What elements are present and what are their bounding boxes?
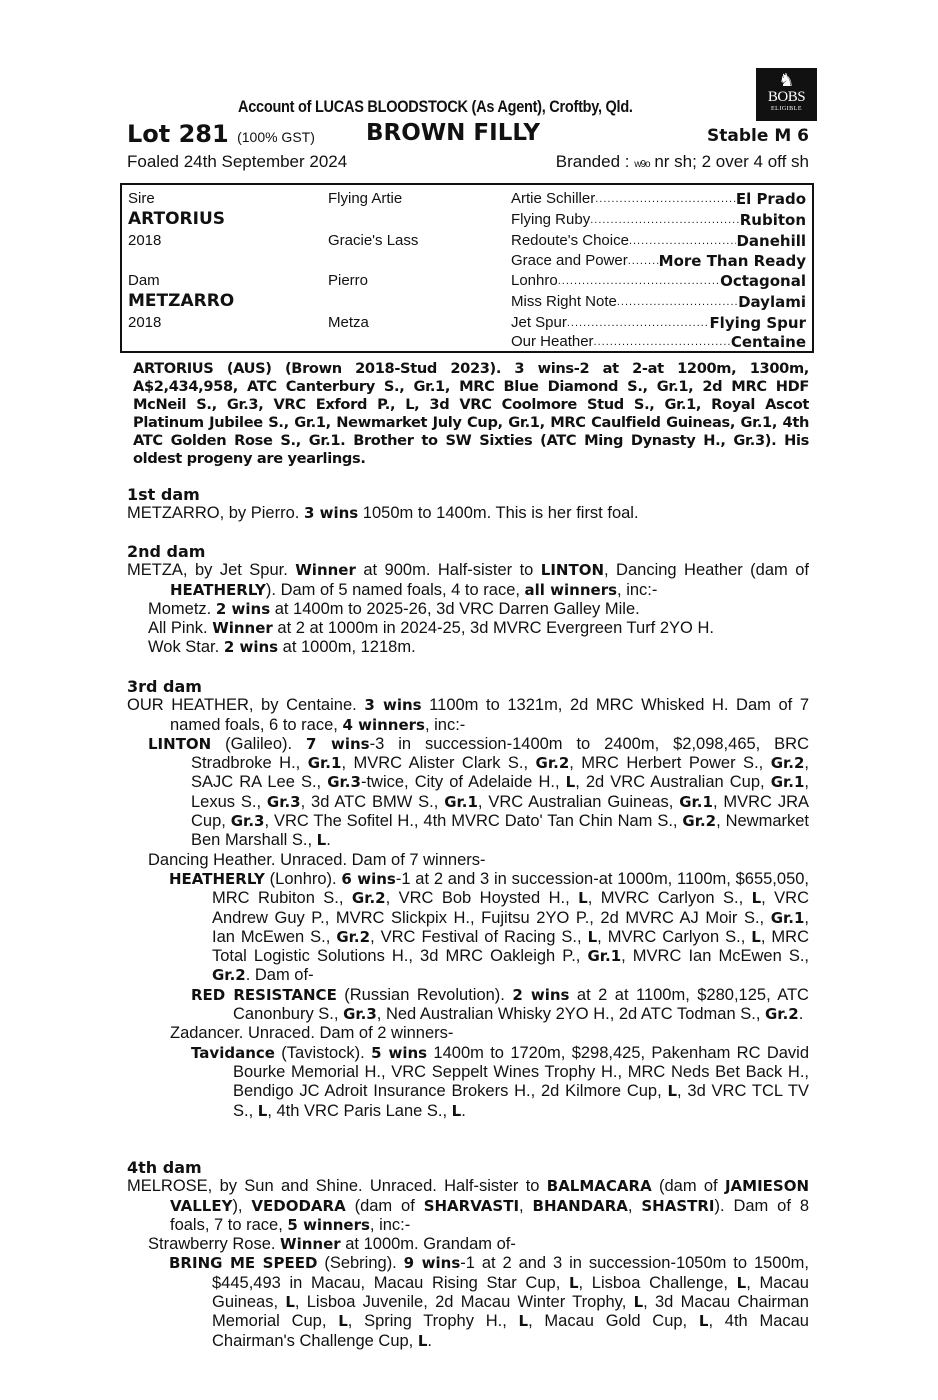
ggp-row [511,333,806,351]
progeny-entry: Mometz. 2 wins at 1400m to 2025-26, 3d VRC Darren Galley Mile. [148,599,640,618]
progeny-entry: All Pink. Winner at 2 at 1000m in 2024-25, 3d MVRC Evergreen Turf 2YO H. [148,619,714,638]
leader-dots [567,314,710,332]
dam-label: Dam [128,272,160,289]
dam-dam: Metza [328,314,369,331]
ggp-name: Jet Spur [511,314,567,331]
lot-title: BROWN FILLY [366,120,541,146]
dam-name: METZARRO [128,291,235,311]
ggp-row [511,252,806,270]
bobs-eligible-logo [756,68,817,121]
progeny-entry-bring-me-speed: BRING ME SPEED (Sebring). 9 wins-1 at 2 and 3 in succession-1050m to 1500m, $445,493 in Macau, Macau Rising Star Cup, L, Lisboa Challenge, L, Macau Guineas, L, Lisboa Juvenile, 2d Macau Winter Trophy, L, 3d Macau Chairman Memorial Cup, L, Spring Trophy H., L, Macau Gold Cup, L, 4th Macau Chairman's Challenge Cup, L. [169,1254,809,1350]
progeny-entry-tavidance: Tavidance (Tavistock). 5 wins 1400m to 1720m, $298,425, Pakenham RC David Bourke Memorial H., VRC Seppelt Wines Trophy H., MRC Neds Bet Back H., Bendigo JC Adroit Insurance Brokers H., 2d Kilmore Cup, L, 3d VRC TCL TV S., L, 4th VRC Paris Lane S., L. [191,1043,810,1120]
ggp-name: Lonhro [511,272,558,289]
ggp-name: Our Heather [511,333,594,350]
ggp-row [511,232,806,250]
ggp-row [511,314,806,332]
ggp-sire: Centaine [730,333,806,351]
section-heading: 2nd dam [127,542,206,561]
first-dam-section [127,485,809,524]
progeny-entry-linton: LINTON (Galileo). 7 wins-3 in succession-1400m to 2400m, $2,098,465, BRC Stradbroke H., Gr.1, MVRC Alister Clark S., Gr.2, MRC Herbert Power S., Gr.2, SAJC RA Lee S., Gr.3-twice, City of Adelaide H., L, 2d VRC Australian Cup, Gr.1, Lexus S., Gr.3, 3d ATC BMW S., Gr.1, VRC Australian Guineas, Gr.1, MVRC JRA Cup, Gr.3, VRC The Sofitel H., 4th MVRC Dato' Tan Chin Nam S., Gr.2, Newmarket Ben Marshall S., L. [148,734,810,850]
leader-dots [617,293,738,311]
ggp-sire: More Than Ready [658,252,806,270]
dam-paragraph: MELROSE, by Sun and Shine. Unraced. Half-sister to BALMACARA (dam of JAMIESON VALLEY), VEDODARA (dam of SHARVASTI, BHANDARA, SHASTRI). Dam of 8 foals, 7 to race, 5 winners, inc:- [127,1177,810,1234]
ggp-name: Miss Right Note [511,293,617,310]
branded-label: Branded : [555,152,630,171]
ggp-sire: El Prado [735,190,806,208]
lot-header [127,120,809,150]
ggp-name: Grace and Power [511,252,628,269]
sire-label: Sire [128,190,155,207]
ggp-sire: Flying Spur [709,314,806,332]
leader-dots [629,232,737,250]
brand-detail: nr sh; 2 over 4 off sh [654,152,809,171]
logo-subtext: ELIGIBLE [771,106,802,112]
progeny-entry: Dancing Heather. Unraced. Dam of 7 winners- [148,850,486,869]
ggp-name: Redoute's Choice [511,232,629,249]
ggp-sire: Daylami [738,293,806,311]
leader-dots [594,333,731,351]
sire-name: ARTORIUS [128,209,225,229]
ggp-sire: Rubiton [739,211,806,229]
dam-sire: Pierro [328,272,369,289]
pedigree-table [120,183,814,353]
section-heading: 3rd dam [127,677,202,696]
sire-year: 2018 [128,232,162,249]
dam-year: 2018 [128,314,162,331]
progeny-entry: Strawberry Rose. Winner at 1000m. Grandam of- [148,1235,516,1254]
gst-note: (100% GST) [237,129,315,145]
brand-info [556,152,809,172]
ggp-name: Flying Ruby [511,211,591,228]
foaled-date: Foaled 24th September 2024 [127,152,348,171]
section-heading: 4th dam [127,1158,202,1177]
lot-number [127,120,315,148]
progeny-entry-heatherly: HEATHERLY (Lonhro). 6 wins-1 at 2 and 3 in succession-at 1000m, 1100m, $655,050, MRC Rubiton S., Gr.2, VRC Bob Hoysted H., L, MVRC Carlyon S., L, VRC Andrew Guy P., MVRC Slickpix H., Fujitsu 2YO P., 2d MVRC AJ Moir S., Gr.1, Ian McEwen S., Gr.2, VRC Festival of Racing S., L, MVRC Carlyon S., L, MRC Total Logistic Solutions H., 3d MRC Oakleigh P., Gr.1, MVRC Ian McEwen S., Gr.2. Dam of- [169,869,810,985]
progeny-entry: Zadancer. Unraced. Dam of 2 winners- [170,1024,454,1043]
third-dam-section [127,677,809,1121]
ggp-name: Artie Schiller [511,190,596,207]
brand-mark: w9o [634,159,650,170]
horse-head-icon: ♞ [778,70,795,90]
ggp-row [511,293,806,311]
leader-dots [558,272,720,290]
leader-dots [595,190,736,208]
section-heading: 1st dam [127,485,200,504]
sire-sire: Flying Artie [328,190,403,207]
stable-location: Stable M 6 [707,126,809,146]
dam-paragraph: METZA, by Jet Spur. Winner at 900m. Half-sister to LINTON, Dancing Heather (dam of HEATHERLY). Dam of 5 named foals, 4 to race, all winners, inc:- [127,561,809,599]
sire-dam: Gracie's Lass [328,232,419,249]
sire-description: ARTORIUS (AUS) (Brown 2018-Stud 2023). 3 wins-2 at 2-at 1200m, 1300m, A$2,434,958, ATC Canterbury S., Gr.1, MRC Blue Diamond S., Gr.1, 2d MRC HDF McNeil S., Gr.3, VRC Exford P., L, 3d VRC Coolmore Stud S., Gr.1, Royal Ascot Platinum Jubilee S., Gr.1, Newmarket July Cup, Gr.1, MRC Caulfield Guineas, Gr.1, 4th ATC Golden Rose S., Gr.1. Brother to SW Sixties (ATC Ming Dynasty H., Gr.3). His oldest progeny are yearlings. [133,360,809,467]
ggp-row [511,190,806,208]
progeny-entry: Wok Star. 2 wins at 1000m, 1218m. [148,638,416,657]
ggp-sire: Octagonal [720,272,806,290]
fourth-dam-section [127,1158,809,1351]
leader-dots [628,252,659,270]
vendor-account: Account of LUCAS BLOODSTOCK (As Agent), Croftby, Qld. [238,98,633,116]
progeny-entry-red-resistance: RED RESISTANCE (Russian Revolution). 2 wins at 2 at 1100m, $280,125, ATC Canonbury S., Gr.3, Ned Australian Whisky 2YO H., 2d ATC Todman S., Gr.2. [191,985,809,1024]
second-dam-section [127,542,809,658]
lot-label: Lot 281 [127,120,229,148]
dam-paragraph: METZARRO, by Pierro. 3 wins 1050m to 1400m. This is her first foal. [127,504,639,523]
ggp-row [511,272,806,290]
logo-text: BOBS [767,89,806,105]
ggp-row [511,211,806,229]
ggp-sire: Danehill [736,232,806,250]
leader-dots [590,211,740,229]
dam-paragraph: OUR HEATHER, by Centaine. 3 wins 1100m to 1321m, 2d MRC Whisked H. Dam of 7 named foals, 6 to race, 4 winners, inc:- [127,696,810,734]
